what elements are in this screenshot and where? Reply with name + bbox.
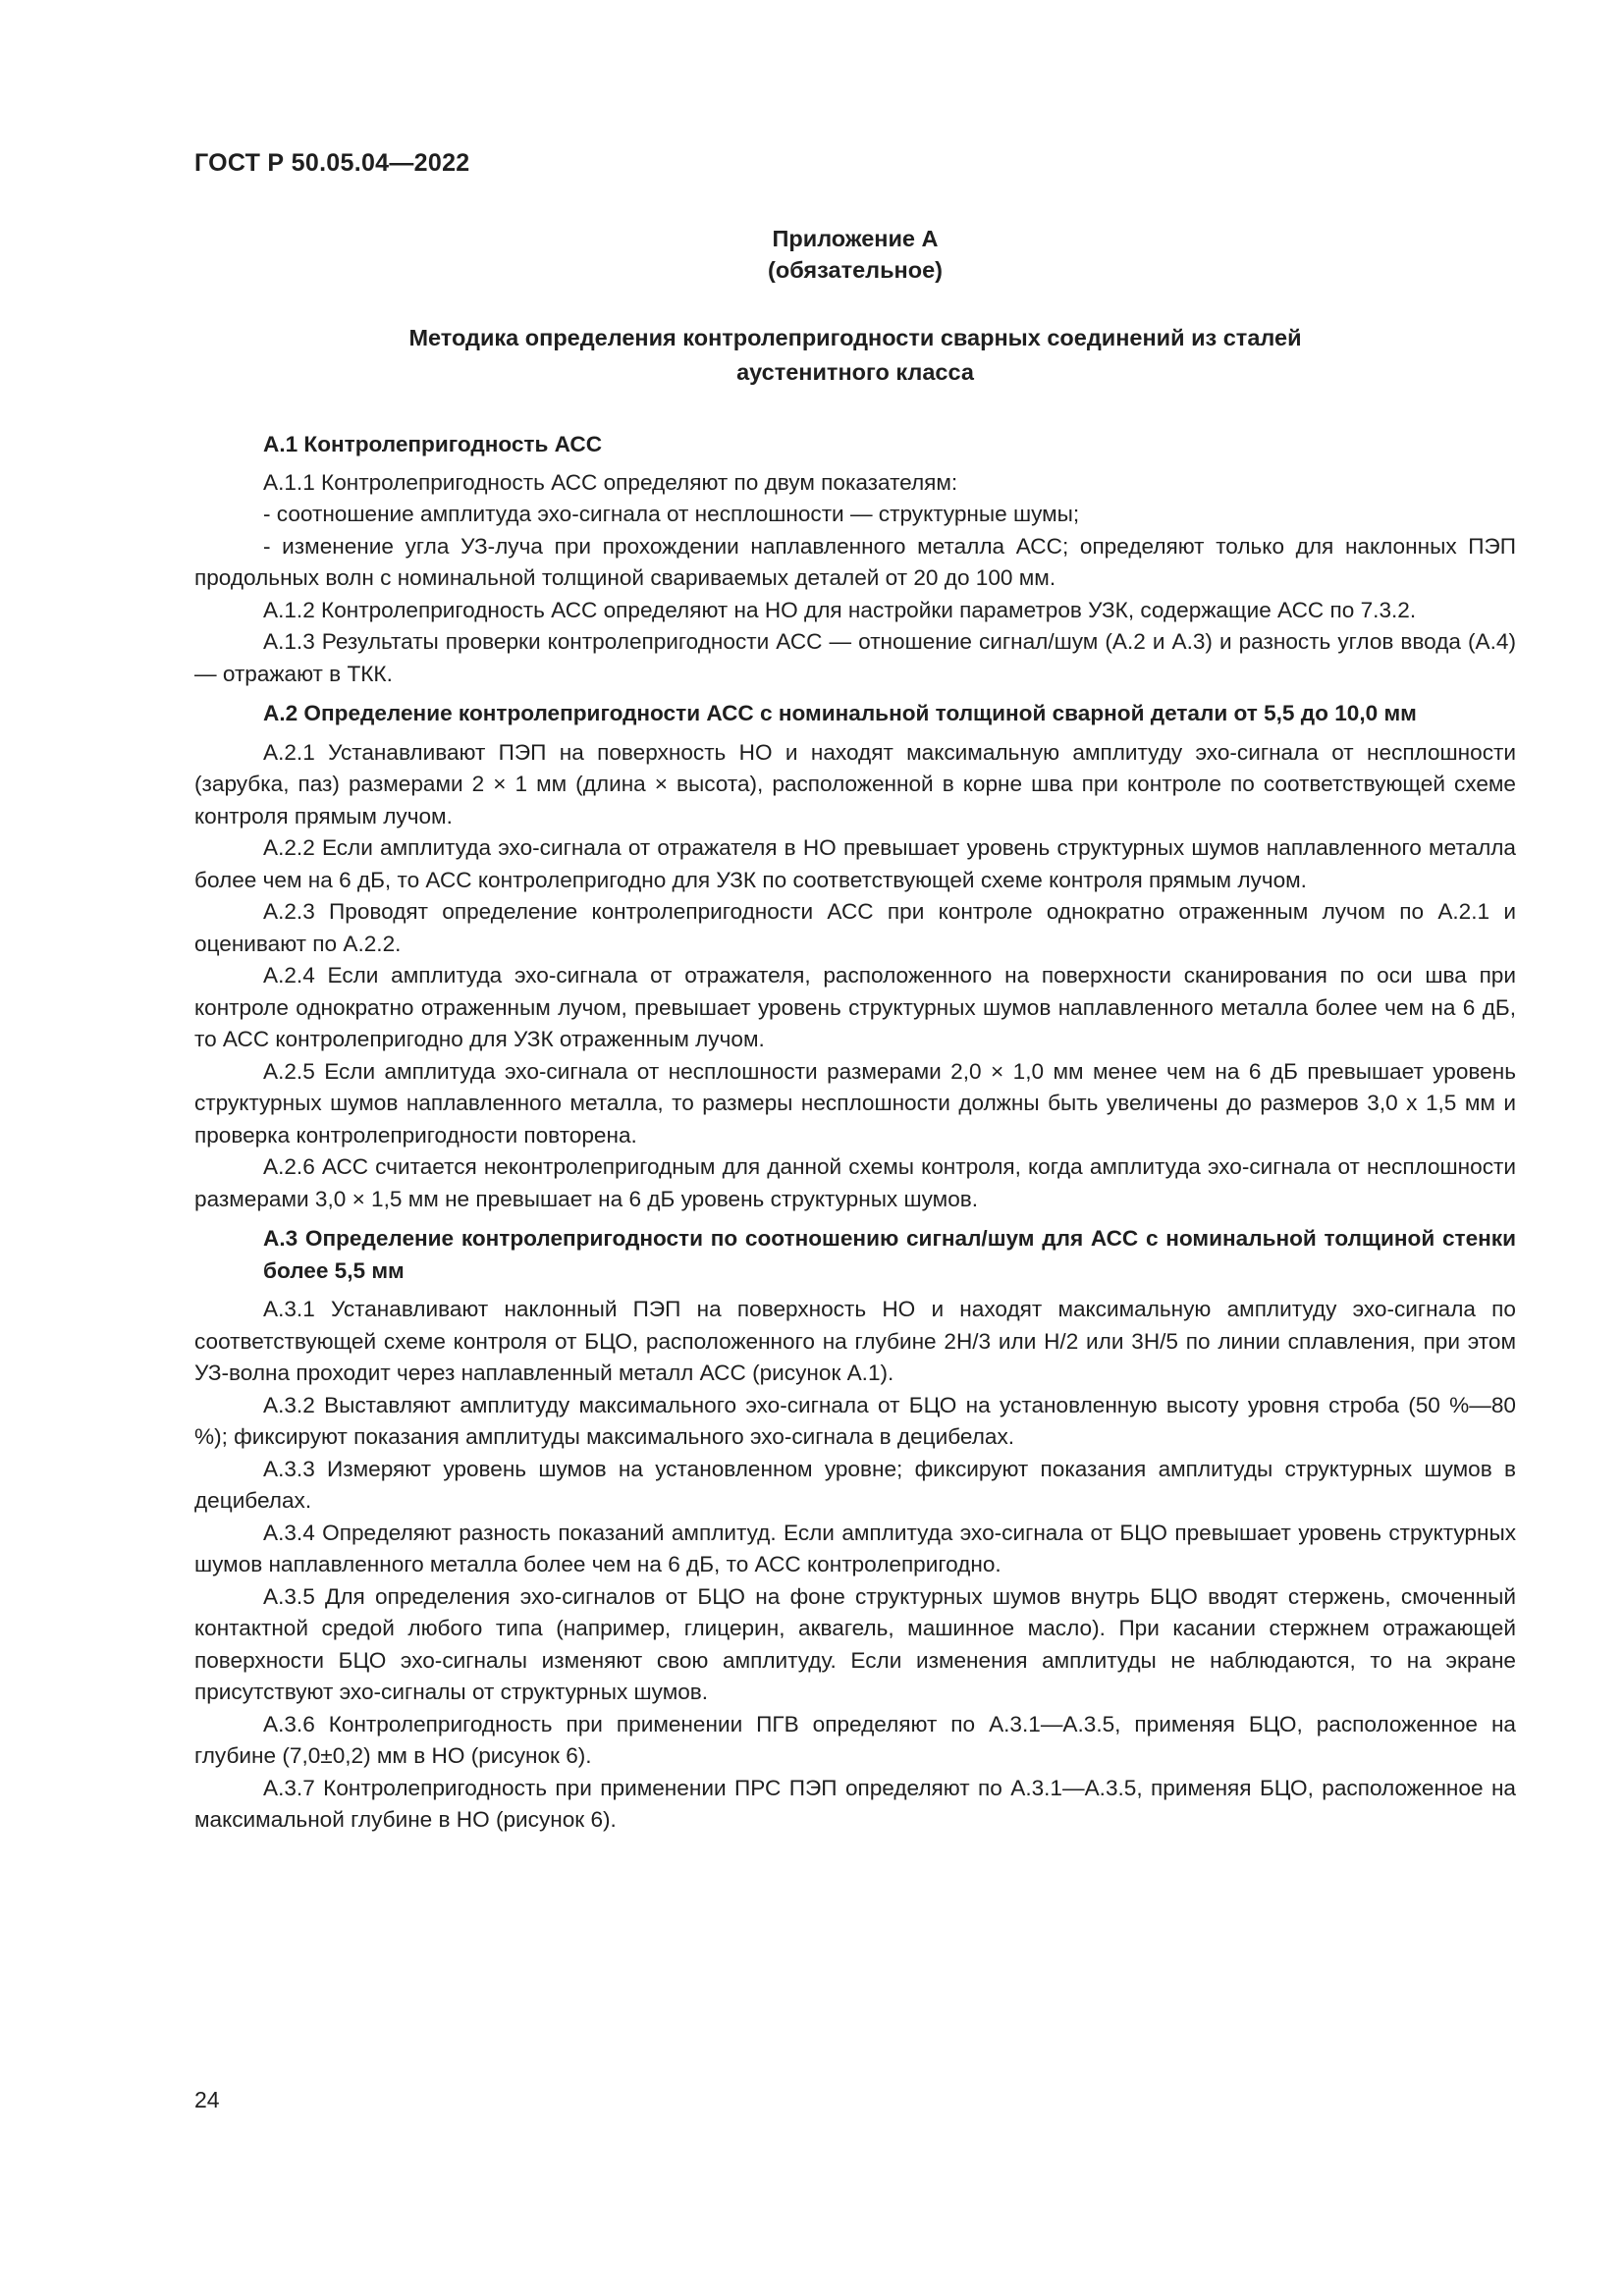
paragraph-a3-1: А.3.1 Устанавливают наклонный ПЭП на поверхность НО и находят максимальную амплитуду эхо-сигнала по соответствующей схеме контроля от БЦО, расположенного на глубине 2H/3 или H/2 или 3H/5 по линии сплавления, при этом УЗ-волна проходит через наплавленный металл АСС (рисунок А.1). — [194, 1297, 1516, 1385]
paragraph-a2-3: А.2.3 Проводят определение контролепригодности АСС при контроле однократно отраженным лучом по А.2.1 и оценивают по А.2.2. — [194, 899, 1516, 956]
paragraph-a2-6: А.2.6 АСС считается неконтролепригодным для данной схемы контроля, когда амплитуда эхо-сигнала от несплошности размерами 3,0 × 1,5 мм не превышает на 6 дБ уровень структурных шумов. — [194, 1154, 1516, 1211]
list-item-a1-2: - изменение угла УЗ-луча при прохождении наплавленного металла АСС; определяют только для наклонных ПЭП продольных волн с номинальной толщиной свариваемых деталей от 20 до 100 мм. — [194, 533, 1516, 590]
paragraph-a2-2: А.2.2 Если амплитуда эхо-сигнала от отражателя в НО превышает уровень структурных шумов наплавленного металла более чем на 6 дБ, то АСС контролепригодно для УЗК по соответствующей схеме контроля прямым лучом. — [194, 835, 1516, 892]
paragraph-a1-2: А.1.2 Контролепригодность АСС определяют на НО для настройки параметров УЗК, содержащие АСС по 7.3.2. — [263, 597, 1417, 622]
appendix-name: Приложение А — [772, 226, 939, 251]
document-body — [194, 429, 1516, 1837]
paragraph-a3-7: А.3.7 Контролепригодность при применении ПРС ПЭП определяют по А.3.1—А.3.5, применяя БЦО, расположенное на максимальной глубине в НО (рисунок 6). — [194, 1775, 1516, 1832]
appendix-status: (обязательное) — [768, 257, 943, 283]
section-heading-a2: А.2 Определение контролепригодности АСС с номинальной толщиной сварной детали от 5,5 до 10,0 мм — [263, 701, 1417, 725]
paragraph-a1-3: А.1.3 Результаты проверки контролепригодности АСС — отношение сигнал/шум (А.2 и А.3) и разность углов ввода (А.4) — отражают в ТКК. — [194, 629, 1516, 686]
paragraph-a3-3: А.3.3 Измеряют уровень шумов на установленном уровне; фиксируют показания амплитуды структурных шумов в децибелах. — [194, 1456, 1516, 1513]
paragraph-a3-2: А.3.2 Выставляют амплитуду максимального эхо-сигнала от БЦО на установленную высоту уровня строба (50 %—80 %); фиксируют показания амплитуды максимального эхо-сигнала в децибелах. — [194, 1392, 1516, 1449]
standard-designation: ГОСТ Р 50.05.04—2022 — [194, 149, 470, 177]
section-heading-a3: А.3 Определение контролепригодности по соотношению сигнал/шум для АСС с номинальной толщиной стенки более 5,5 мм — [263, 1226, 1516, 1283]
paragraph-a2-4: А.2.4 Если амплитуда эхо-сигнала от отражателя, расположенного на поверхности сканирования по оси шва при контроле однократно отраженным лучом, превышает уровень структурных шумов наплавленного металла более чем на 6 дБ, то АСС контролепригодно для УЗК отраженным лучом. — [194, 963, 1516, 1051]
paragraph-a3-5: А.3.5 Для определения эхо-сигналов от БЦО на фоне структурных шумов внутрь БЦО вводят стержень, смоченный контактной средой любого типа (например, глицерин, аквагель, машинное масло). При касании стержнем отражающей поверхности БЦО эхо-сигналы изменяют свою амплитуду. Если изменения амплитуды не наблюдаются, то на экране присутствуют эхо-сигналы от структурных шумов. — [194, 1583, 1516, 1704]
appendix-title-line-1: Методика определения контролепригодности сварных соединений из сталей — [408, 325, 1302, 350]
paragraph-a2-5: А.2.5 Если амплитуда эхо-сигнала от несплошности размерами 2,0 × 1,0 мм менее чем на 6 дБ превышает уровень структурных шумов наплавленного металла, то размеры несплошности должны быть увеличены до размеров 3,0 х 1,5 мм и проверка контролепригодности повторена. — [194, 1058, 1516, 1148]
appendix-title — [194, 321, 1516, 390]
section-heading-a1: А.1 Контролепригодность АСС — [263, 432, 603, 456]
paragraph-a2-1: А.2.1 Устанавливают ПЭП на поверхность НО и находят максимальную амплитуду эхо-сигнала от несплошности (зарубка, паз) размерами 2 × 1 мм (длина × высота), расположенной в корне шва при контроле по соответствующей схеме контроля прямым лучом. — [194, 739, 1516, 828]
appendix-title-line-2: аустенитного класса — [736, 359, 974, 385]
paragraph-a1-1: А.1.1 Контролепригодность АСС определяют по двум показателям: — [263, 469, 958, 495]
list-item-a1-1: - соотношение амплитуда эхо-сигнала от несплошности — структурные шумы; — [263, 502, 1080, 526]
paragraph-a3-4: А.3.4 Определяют разность показаний амплитуд. Если амплитуда эхо-сигнала от БЦО превышает уровень структурных шумов наплавленного металла более чем на 6 дБ, то АСС контролепригодно. — [194, 1520, 1516, 1576]
page-number: 24 — [194, 2087, 220, 2112]
paragraph-a3-6: А.3.6 Контролепригодность при применении ПГВ определяют по А.3.1—А.3.5, применяя БЦО, расположенное на глубине (7,0±0,2) мм в НО (рисунок 6). — [194, 1711, 1516, 1768]
